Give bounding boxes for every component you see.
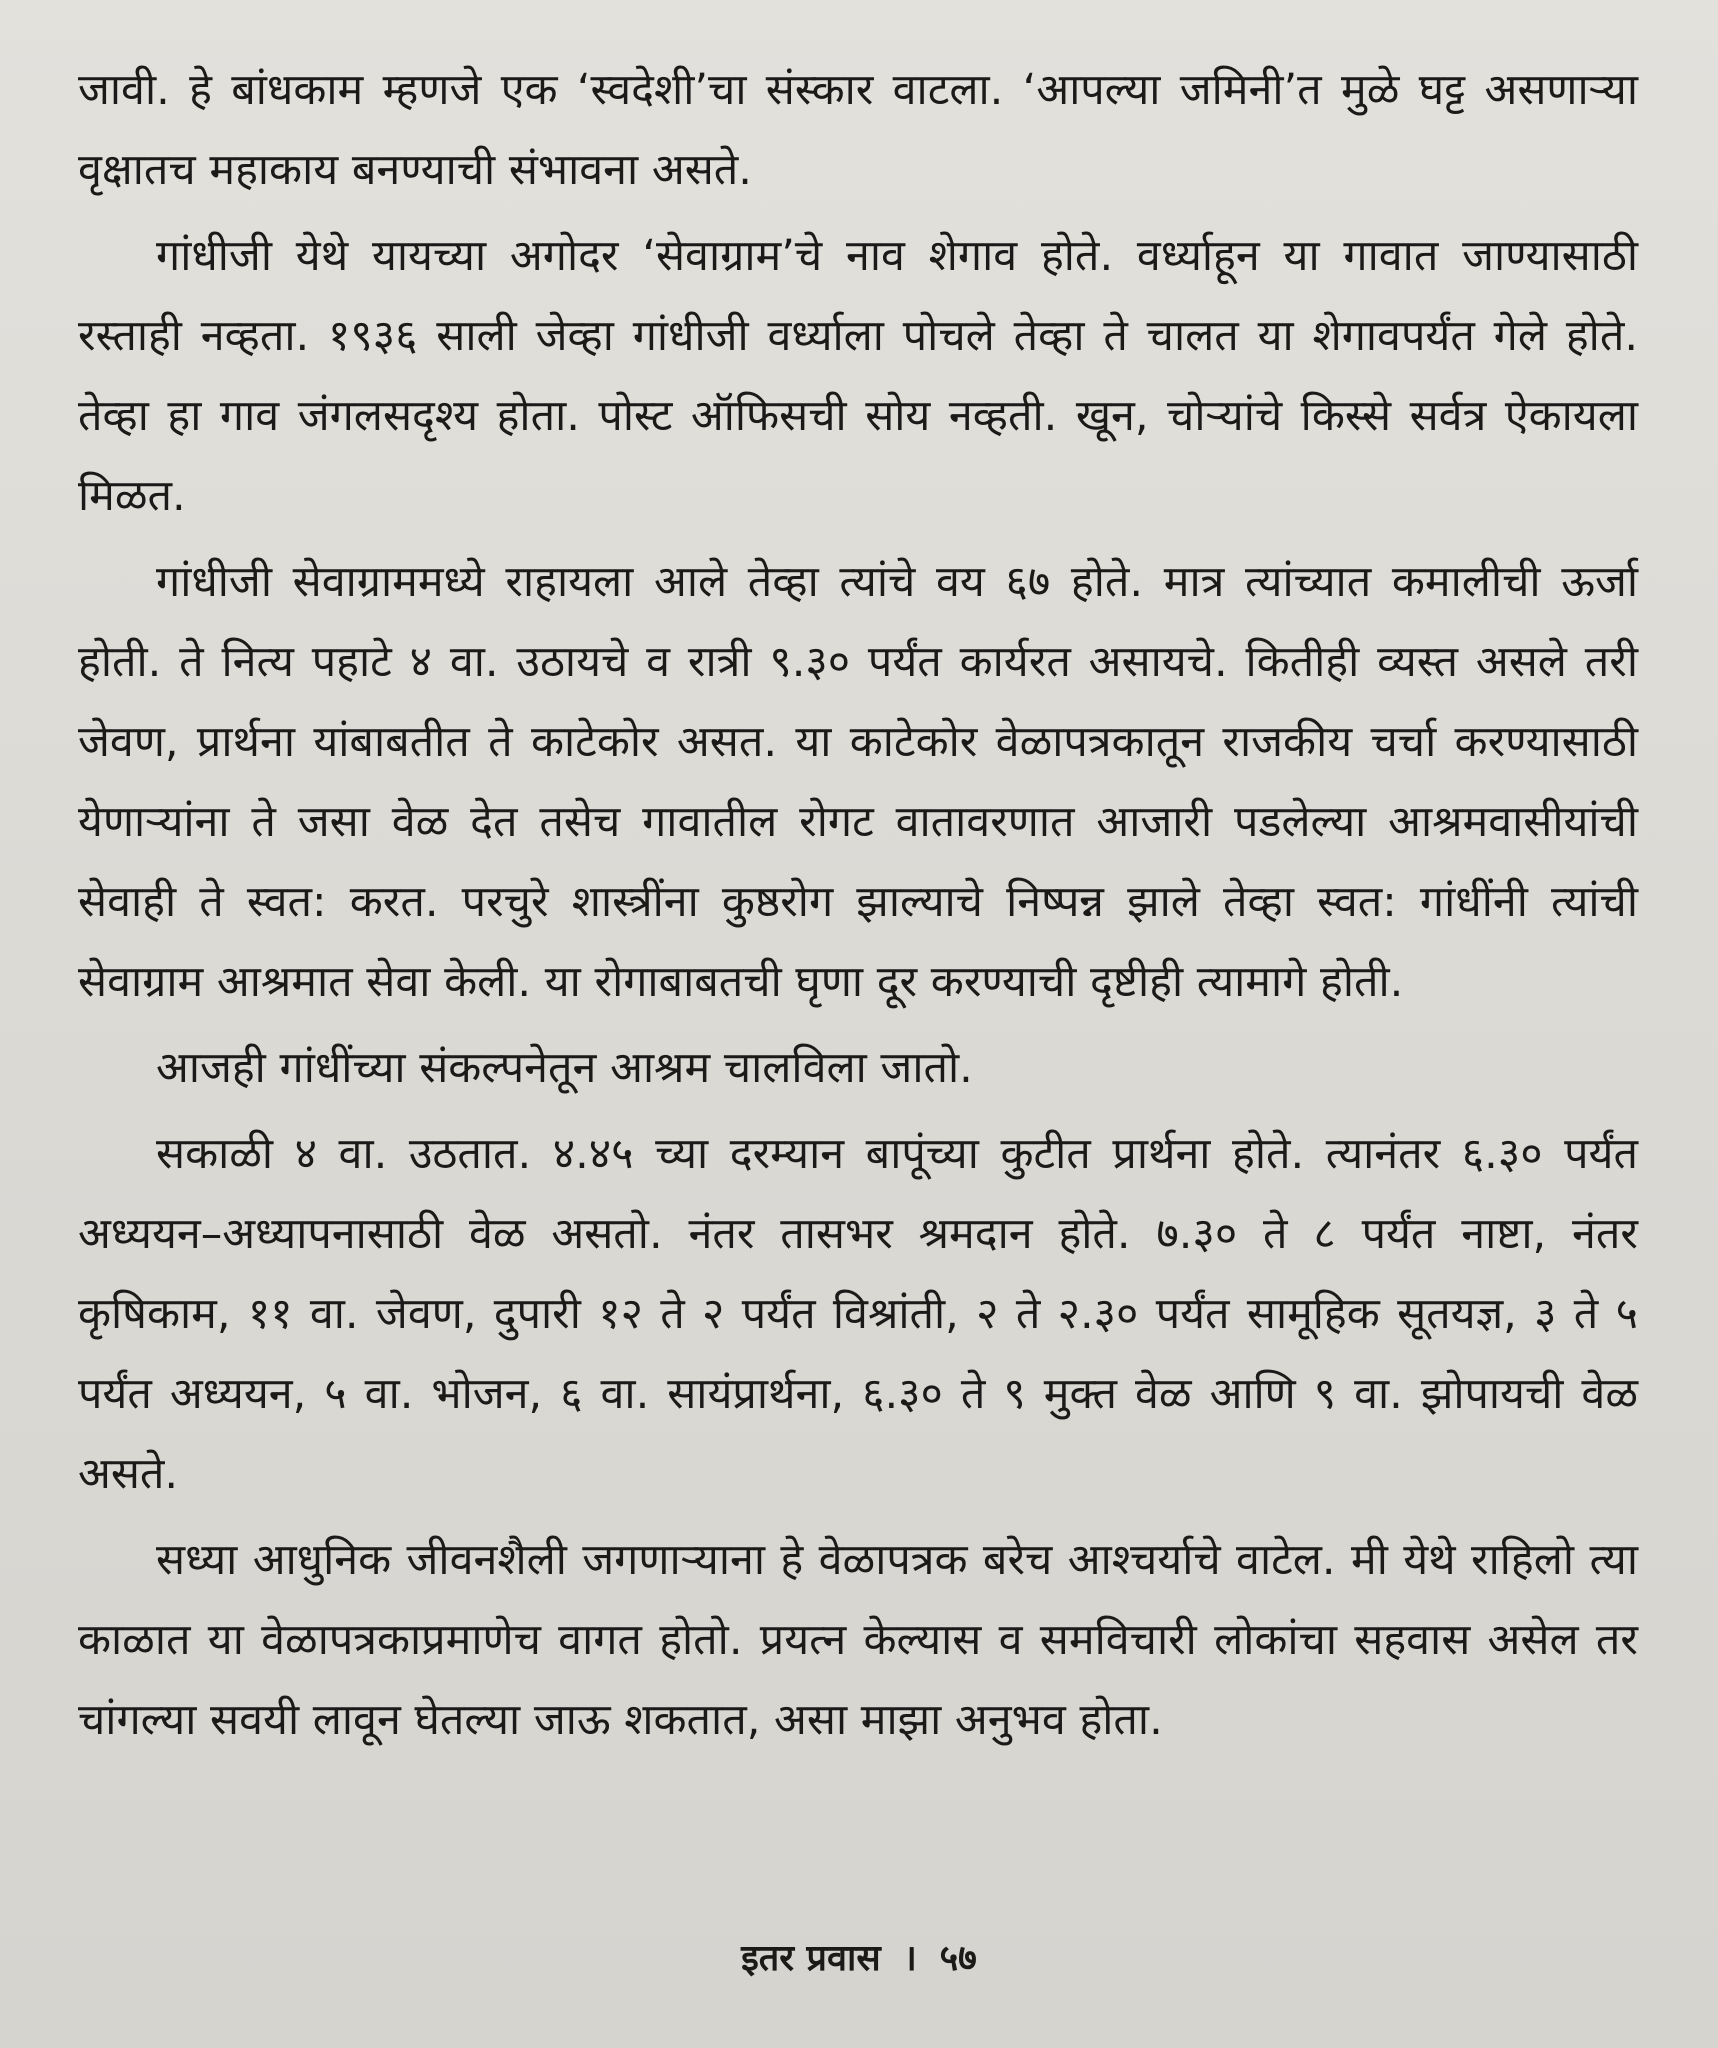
paragraph-daily-schedule: सकाळी ४ वा. उठतात. ४.४५ च्या दरम्यान बापूंच्या कुटीत प्रार्थना होते. त्यानंतर ६.३० पर्यंत अध्ययन–अध्यापनासाठी वेळ असतो. नंतर तासभर श्रमदान होते. ७.३० ते ८ पर्यंत नाष्टा, नंतर कृषिकाम, ११ वा. जेवण, दुपारी १२ ते २ पर्यंत विश्रांती, २ ते २.३० पर्यंत सामूहिक सूतयज्ञ, ३ ते ५ पर्यंत अध्ययन, ५ वा. भोजन, ६ वा. सायंप्रार्थना, ६.३० ते ९ मुक्त वेळ आणि ९ वा. झोपायची वेळ असते. <box>78 1129 1638 1499</box>
paragraph-continuation: जावी. हे बांधकाम म्हणजे एक ‘स्वदेशी’चा संस्कार वाटला. ‘आपल्या जमिनी’त मुळे घट्ट असणाऱ्या वृक्षातच महाकाय बनण्याची संभावना असते. <box>78 65 1638 195</box>
paragraph-author-experience: सध्या आधुनिक जीवनशैली जगणाऱ्याना हे वेळापत्रक बरेच आश्चर्याचे वाटेल. मी येथे राहिलो त्या काळात या वेळापत्रकाप्रमाणेच वागत होतो. प्रयत्न केल्यास व समविचारी लोकांचा सहवास असेल तर चांगल्या सवयी लावून घेतल्या जाऊ शकतात, असा माझा अनुभव होता. <box>78 1535 1638 1745</box>
paragraph-gandhi-routine: गांधीजी सेवाग्राममध्ये राहायला आले तेव्हा त्यांचे वय ६७ होते. मात्र त्यांच्यात कमालीची ऊर्जा होती. ते नित्य पहाटे ४ वा. उठायचे व रात्री ९.३० पर्यंत कार्यरत असायचे. कितीही व्यस्त असले तरी जेवण, प्रार्थना यांबाबतीत ते काटेकोर असत. या काटेकोर वेळापत्रकातून राजकीय चर्चा करण्यासाठी येणाऱ्यांना ते जसा वेळ देत तसेच गावातील रोगट वातावरणात आजारी पडलेल्या आश्रमवासीयांची सेवाही ते स्वत: करत. परचुरे शास्त्रींना कुष्ठरोग झाल्याचे निष्पन्न झाले तेव्हा स्वत: गांधींनी त्यांची सेवाग्राम आश्रमात सेवा केली. या रोगाबाबतची घृणा दूर करण्याची दृष्टीही त्यामागे होती. <box>78 557 1638 1007</box>
running-footer-title: इतर प्रवास <box>741 1938 881 1979</box>
page-footer <box>0 1932 1718 1981</box>
page-number: ५७ <box>939 1938 977 1979</box>
footer-separator: । <box>903 1938 917 1979</box>
paragraph-ashram-today: आजही गांधींच्या संकल्पनेतून आश्रम चालविला जातो. <box>156 1043 973 1093</box>
paragraph-sevagram-history: गांधीजी येथे यायच्या अगोदर ‘सेवाग्राम’चे नाव शेगाव होते. वर्ध्याहून या गावात जाण्यासाठी रस्ताही नव्हता. १९३६ साली जेव्हा गांधीजी वर्ध्याला पोचले तेव्हा ते चालत या शेगावपर्यंत गेले होते. तेव्हा हा गाव जंगलसदृश्य होता. पोस्ट ऑफिसची सोय नव्हती. खून, चोऱ्यांचे किस्से सर्वत्र ऐकायला मिळत. <box>78 231 1638 521</box>
body-text <box>78 50 1638 1766</box>
